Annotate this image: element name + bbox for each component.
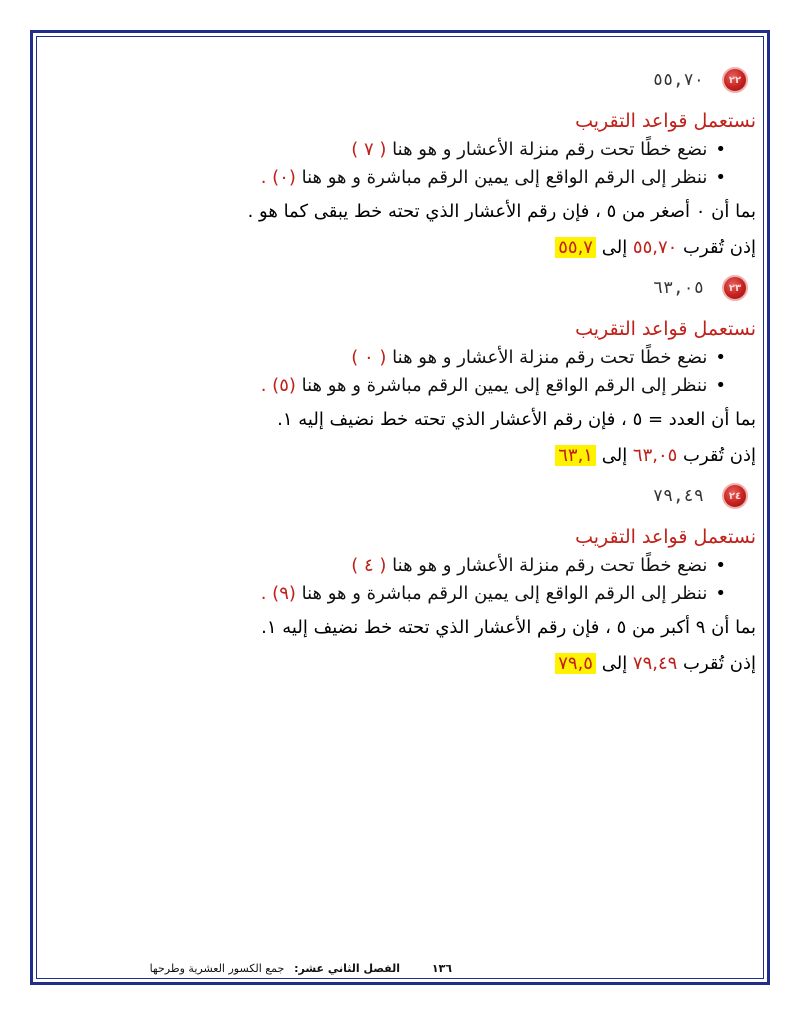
rule-heading: نستعمل قواعد التقريب [575,318,756,340]
step-item [44,580,726,608]
conclusion-value: ٧٩,٤٩ [632,653,678,674]
conclusion [44,234,756,262]
explanation: بما أن العدد = ٥ ، فإن رقم الأعشار الذي تحته خط نضيف إليه ١. [277,409,756,430]
step-value: ( ٧ ) [351,139,387,160]
conclusion [44,650,756,678]
conclusion-prefix: إذن تُقرب [677,445,756,466]
step-item [44,136,726,164]
conclusion-prefix: إذن تُقرب [677,653,756,674]
conclusion-value: ٦٣,٠٥ [632,445,678,466]
problem-header [44,268,748,308]
step-text: ننظر إلى الرقم الواقع إلى يمين الرقم مباشرة و هو هنا [295,375,708,396]
step-text: نضع خطًا تحت رقم منزلة الأعشار و هو هنا [386,555,708,576]
step-item [44,552,726,580]
page-footer [52,962,452,975]
conclusion-prefix: إذن تُقرب [677,237,756,258]
conclusion-mid: إلى [595,653,633,674]
step-value: ( ٠ ) [351,347,387,368]
problem-23 [44,268,756,470]
problem-22 [44,60,756,262]
step-value: ( ٤ ) [351,555,387,576]
problem-header [44,476,748,516]
step-item [44,164,726,192]
step-value: (٠) . [260,167,296,188]
step-value: (٥) . [260,375,296,396]
problem-number: ٥٥,٧٠ [652,70,704,90]
step-text: نضع خطًا تحت رقم منزلة الأعشار و هو هنا [386,347,708,368]
step-item [44,372,726,400]
page-content [44,60,756,960]
rule-heading: نستعمل قواعد التقريب [575,526,756,548]
answer-highlight: ٦٣,١ [555,445,596,466]
steps-list [44,136,756,192]
problem-number: ٧٩,٤٩ [652,486,704,506]
steps-list [44,552,756,608]
step-text: ننظر إلى الرقم الواقع إلى يمين الرقم مباشرة و هو هنا [295,167,708,188]
conclusion-mid: إلى [595,237,633,258]
conclusion-mid: إلى [595,445,633,466]
problem-number-badge: ٢٤ [722,483,748,509]
conclusion [44,442,756,470]
problem-24 [44,476,756,678]
step-item [44,344,726,372]
page-number: ١٣٦ [431,962,452,975]
problem-number: ٦٣,٠٥ [652,278,704,298]
steps-list [44,344,756,400]
problem-number-badge: ٢٣ [722,275,748,301]
answer-highlight: ٧٩,٥ [555,653,596,674]
step-text: ننظر إلى الرقم الواقع إلى يمين الرقم مباشرة و هو هنا [295,583,708,604]
step-text: نضع خطًا تحت رقم منزلة الأعشار و هو هنا [386,139,708,160]
chapter-title: جمع الكسور العشرية وطرحها [149,962,285,975]
answer-highlight: ٥٥,٧ [555,237,596,258]
explanation: بما أن ٠ أصغر من ٥ ، فإن رقم الأعشار الذي تحته خط يبقى كما هو . [247,201,756,222]
rule-heading: نستعمل قواعد التقريب [575,110,756,132]
explanation: بما أن ٩ أكبر من ٥ ، فإن رقم الأعشار الذي تحته خط نضيف إليه ١. [261,617,756,638]
chapter-label: الفصل الثاني عشر: [294,962,400,975]
conclusion-value: ٥٥,٧٠ [632,237,678,258]
problem-header [44,60,748,100]
step-value: (٩) . [260,583,296,604]
problem-number-badge: ٢٢ [722,67,748,93]
